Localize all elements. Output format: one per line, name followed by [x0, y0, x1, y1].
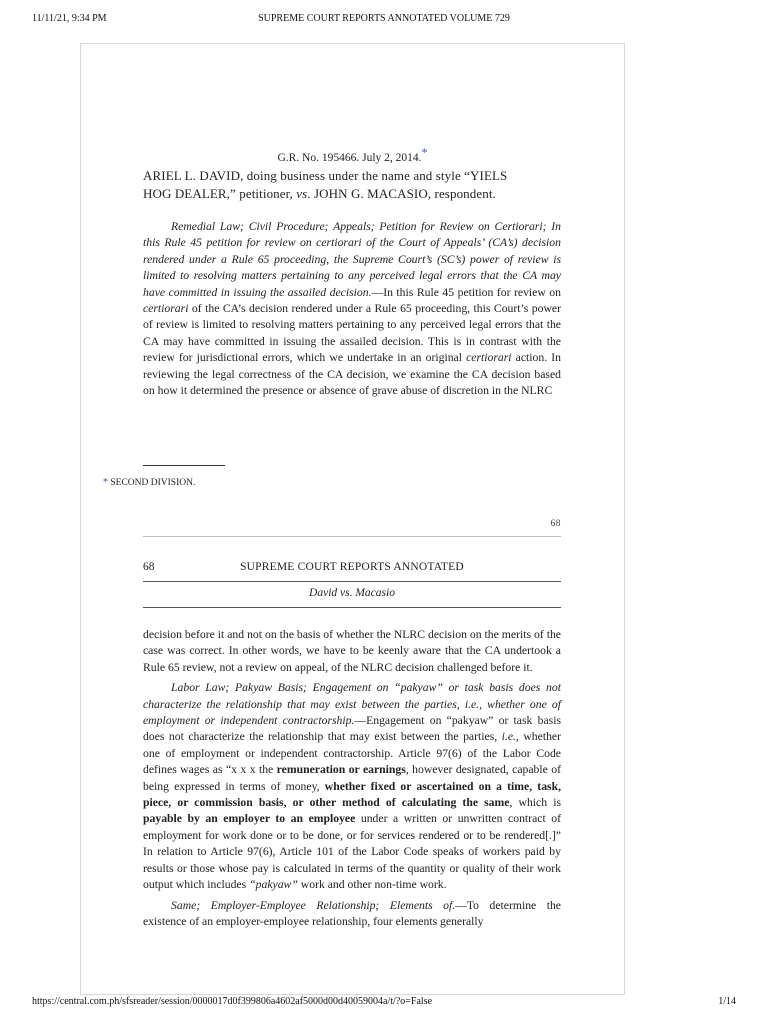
caption-rule: [143, 607, 561, 608]
case-caption: David vs. Macasio: [309, 587, 395, 599]
page-68-body: [143, 627, 561, 934]
print-page-counter: 1/14: [718, 996, 736, 1007]
footnote: * SECOND DIVISION.: [103, 477, 196, 488]
case-gr-number: [81, 145, 624, 164]
page-bottom-number: 68: [550, 519, 561, 529]
print-datetime: 11/11/21, 9:34 PM: [32, 13, 107, 24]
footnote-divider: [143, 465, 225, 466]
running-head-rule: [143, 581, 561, 582]
versus-text: vs: [296, 186, 308, 201]
syllabus-1-headnote: Remedial Law; Civil Procedure; Appeals; Petition for Review on Certiorari; In this Rule 45 petition for review on certiorari of the Court of Appeals’ (CA’s) decision rendered under a Rule 65 proceeding, the Supreme Court’s (SC’s) power of review is limited to resolving matters pertaining to any perceived legal errors that the CA may have committed in issuing the assailed decision.: [143, 220, 561, 299]
gr-line: G.R. No. 195466. July 2, 2014.: [277, 152, 422, 164]
continuation-paragraph: decision before it and not on the basis of whether the NLRC decision on the merits of the case was correct. In other words, we have to be keenly aware that the CA undertook a Rule 65 review, not a review on appeal, of the NLRC decision challenged before it.: [143, 628, 561, 674]
syllabus-paragraph-2: Labor Law; Pakyaw Basis; Engagement on “pakyaw” or task basis does not characterize the relationship that may exist between the parties, i.e., whether one of employment or independent contractorship.—Engagement on “pakyaw” or task basis does not characterize the relationship that may exist between the parties, i.e., whether one of employment or independent contractorship. Article 97(6) of the Labor Code defines wages as “x x x the remuneration or earnings, however designated, capable of being expressed in terms of money, whether fixed or ascertained on a time, task, piece, or commission basis, or other method of calculating the same, which is payable by an employer to an employee under a written or unwritten contract of employment for work done or to be done, or for services rendered or to be rendered[.]” In relation to Article 97(6), Article 101 of the Labor Code speaks of workers paid by results or those whose pay is calculated in terms of the quantity or quality of their work output which includes “pakyaw” work and other non-time work.: [143, 681, 562, 892]
parties-line-1: ARIEL L. DAVID, doing business under the name and style “YIELS: [143, 168, 508, 183]
running-head-page-number: 68: [143, 561, 155, 573]
print-doc-title: SUPREME COURT REPORTS ANNOTATED VOLUME 729: [258, 13, 510, 24]
print-url: https://central.com.ph/sfsreader/session/0000017d0f399806a4602af5000d00d40059004a/t/?o=False: [32, 996, 433, 1007]
syllabus-paragraph-3: Same; Employer-Employee Relationship; Elements of.—To determine the existence of an employer-employee relationship, four elements generally: [143, 898, 561, 928]
running-head-title: SUPREME COURT REPORTS ANNOTATED: [240, 561, 464, 573]
footnote-marker-link[interactable]: *: [421, 145, 428, 160]
page-break-line: [143, 536, 561, 537]
parties-line-2: HOG DEALER,” petitioner, vs. JOHN G. MACASIO, respondent.: [143, 186, 496, 201]
document-page: [80, 43, 625, 995]
footnote-star: *: [103, 477, 108, 488]
syllabus-paragraph-1: Remedial Law; Civil Procedure; Appeals; Petition for Review on Certiorari; In this Rule 45 petition for review on certiorari of the Court of Appeals’ (CA’s) decision rendered under a Rule 65 proceeding, the Supreme Court’s (SC’s) power of review is limited to resolving matters pertaining to any perceived legal errors that the CA may have committed in issuing the assailed decision.—In this Rule 45 petition for review on certiorari of the CA’s decision rendered under a Rule 65 proceeding, this Court’s power of review is limited to resolving matters pertaining to any perceived legal errors that the CA may have committed in issuing the assailed decision. This is in contrast with the review for jurisdictional errors, which we undertake in an original certiorari action. In reviewing the legal correctness of the CA decision, we examine the CA decision based on how it determined the presence or absence of grave abuse of discretion in the NLRC: [143, 220, 561, 398]
case-parties: [143, 167, 561, 203]
